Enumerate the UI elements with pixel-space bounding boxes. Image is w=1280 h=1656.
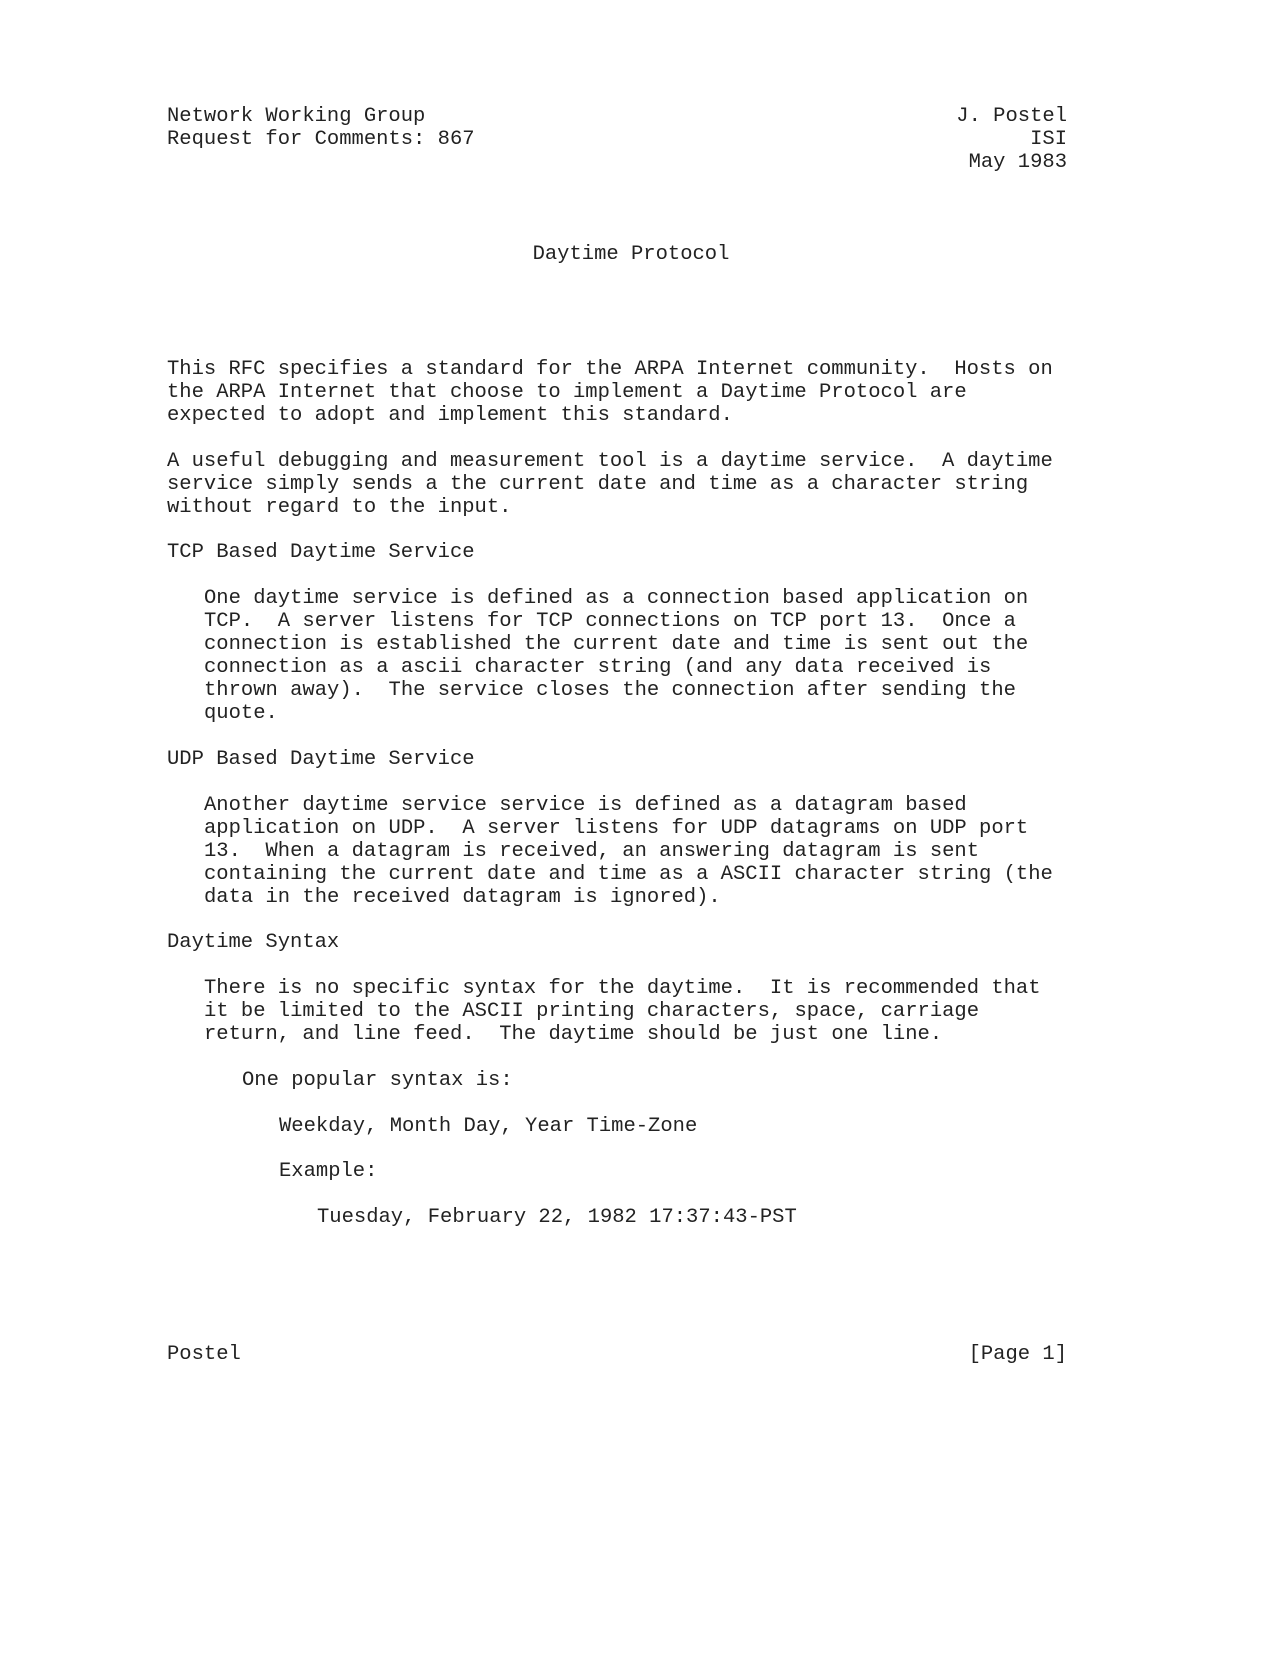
tcp-body-line: quote. [204,702,278,725]
syntax-body-line: There is no specific syntax for the daytime. It is recommended that [204,977,1041,1000]
section-heading-udp: UDP Based Daytime Service [167,748,475,771]
syntax-body-line: it be limited to the ASCII printing characters, space, carriage [204,1000,980,1023]
footer-author: Postel [167,1343,241,1366]
intro-line: the ARPA Internet that choose to implement a Daytime Protocol are [167,381,967,404]
udp-body-line: Another daytime service service is defined as a datagram based [204,794,967,817]
udp-body-line: 13. When a datagram is received, an answering datagram is sent [204,840,980,863]
udp-body-line: containing the current date and time as a ASCII character string (the [204,863,1053,886]
header-author: J. Postel [956,105,1067,128]
example-value: Tuesday, February 22, 1982 17:37:43-PST [317,1206,797,1229]
popular-syntax-label: One popular syntax is: [242,1069,513,1092]
tcp-body-line: One daytime service is defined as a connection based application on [204,587,1029,610]
intro-line: expected to adopt and implement this standard. [167,404,733,427]
tcp-body-line: TCP. A server listens for TCP connections on TCP port 13. Once a [204,610,1016,633]
header-rfc-number: Request for Comments: 867 [167,128,475,151]
tcp-body-line: connection as a ascii character string (and any data received is [204,656,992,679]
header-affiliation: ISI [1030,128,1067,151]
intro-line: This RFC specifies a standard for the ARPA Internet community. Hosts on [167,358,1053,381]
overview-line: A useful debugging and measurement tool is a daytime service. A daytime [167,450,1053,473]
document-title: Daytime Protocol [532,243,730,266]
udp-body-line: data in the received datagram is ignored). [204,886,721,909]
syntax-body-line: return, and line feed. The daytime should be just one line. [204,1023,943,1046]
header-date: May 1983 [968,151,1067,174]
section-heading-syntax: Daytime Syntax [167,931,340,954]
section-heading-tcp: TCP Based Daytime Service [167,541,475,564]
tcp-body-line: connection is established the current date and time is sent out the [204,633,1029,656]
syntax-format: Weekday, Month Day, Year Time-Zone [279,1115,698,1138]
overview-line: service simply sends a the current date and time as a character string [167,473,1029,496]
footer-page-number: [Page 1] [968,1343,1067,1366]
tcp-body-line: thrown away). The service closes the connection after sending the [204,679,1016,702]
udp-body-line: application on UDP. A server listens for UDP datagrams on UDP port [204,817,1029,840]
header-organization: Network Working Group [167,105,426,128]
example-label: Example: [279,1160,378,1183]
overview-line: without regard to the input. [167,496,512,519]
